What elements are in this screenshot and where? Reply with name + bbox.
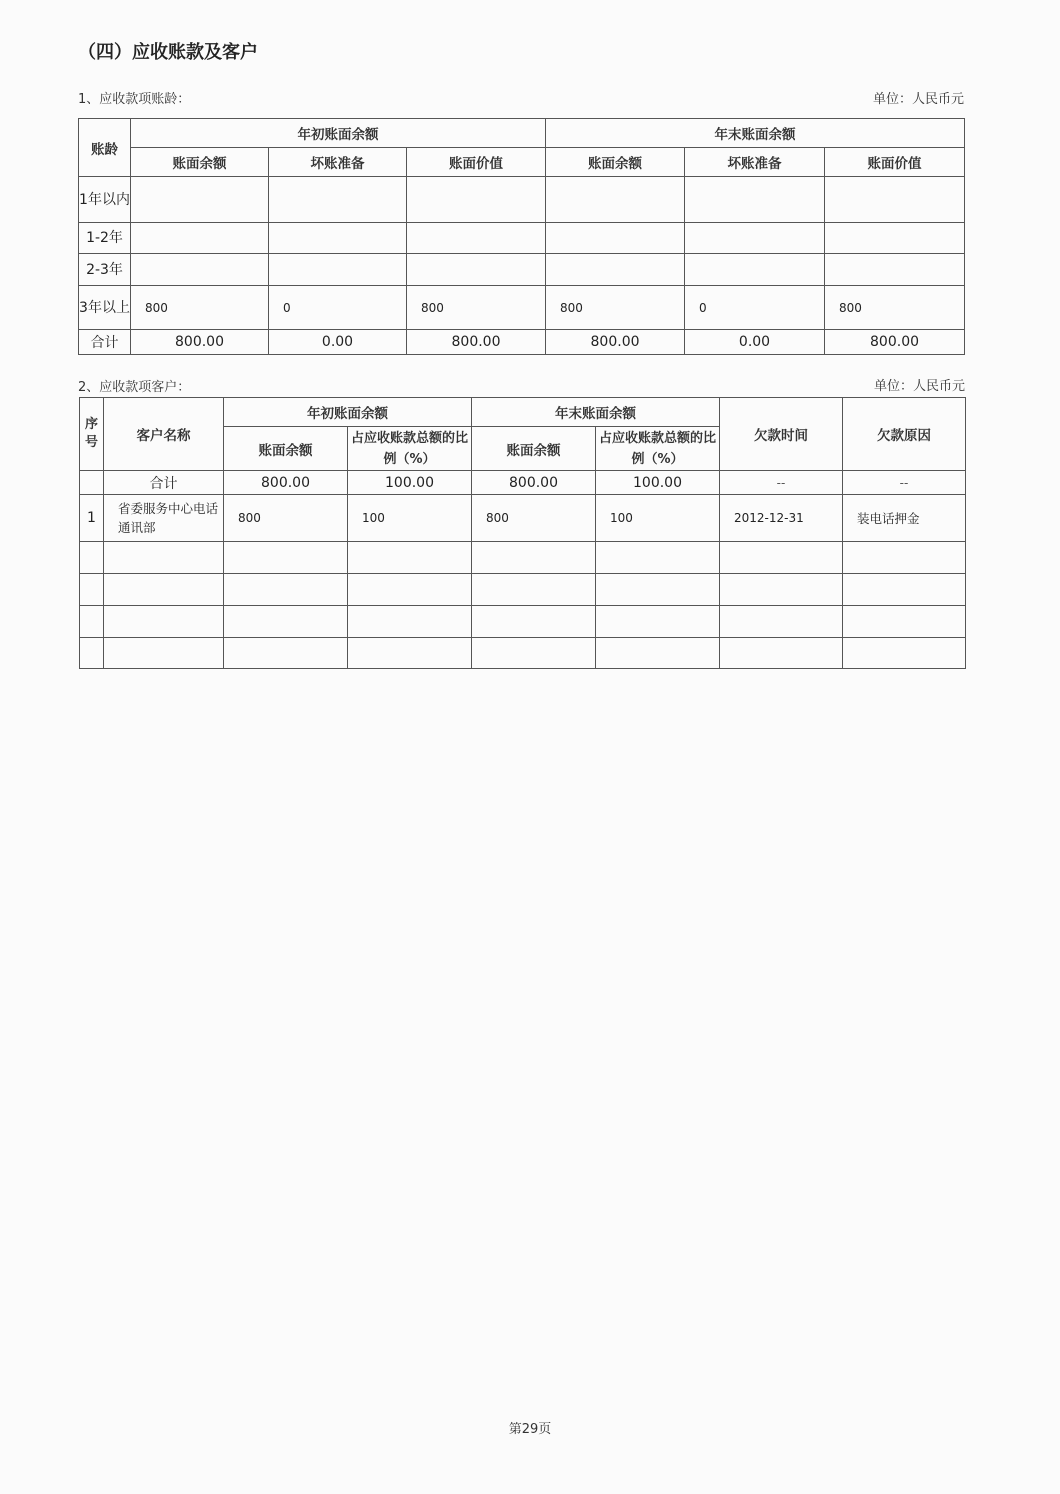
total-label: 合计 [79,330,131,355]
cell [825,223,965,254]
page-heading: （四）应收账款及客户 [78,42,258,63]
cell: 800 [472,495,596,542]
balance-header: 账面余额 [472,427,596,471]
index-header: 序号 [80,398,104,471]
total-row [80,471,966,495]
table-row [79,223,965,254]
total-row [79,330,965,355]
cell [546,223,685,254]
age-header: 账龄 [79,119,131,177]
total-cell: -- [843,471,966,495]
cell [685,223,825,254]
cell: 100 [348,495,472,542]
section1-unit: 单位：人民币元 [872,92,964,107]
cell [685,177,825,223]
total-cell: 800.00 [131,330,269,355]
ratio-header: 占应收账款总额的比例（%） [348,427,472,471]
total-cell: 800.00 [224,471,348,495]
total-cell: 100.00 [596,471,720,495]
cell: 2012-12-31 [720,495,843,542]
table-row [80,638,966,669]
cell: 800 [224,495,348,542]
cell [685,254,825,286]
col-header: 账面价值 [825,148,965,177]
total-cell: 0.00 [685,330,825,355]
cell [407,177,546,223]
col-header: 账面余额 [546,148,685,177]
total-cell: 800.00 [825,330,965,355]
customer-name: 省委服务中心电话通讯部 [104,495,224,542]
cell [407,223,546,254]
table-row [79,177,965,223]
cell [825,254,965,286]
begin-group-header: 年初账面余额 [224,398,472,427]
col-header: 坏账准备 [269,148,407,177]
row-label: 2-3年 [79,254,131,286]
cell [546,177,685,223]
table-row [80,574,966,606]
total-cell: 800.00 [407,330,546,355]
section2-title: 2、应收款项客户： [78,380,191,395]
total-cell: 0.00 [269,330,407,355]
row-label: 1-2年 [79,223,131,254]
cell: 100 [596,495,720,542]
end-group-header: 年末账面余额 [472,398,720,427]
ratio-header: 占应收账款总额的比例（%） [596,427,720,471]
table-row [79,254,965,286]
cell: 0 [269,286,407,330]
customer-name-header: 客户名称 [104,398,224,471]
cell [131,223,269,254]
col-header: 账面余额 [131,148,269,177]
total-label: 合计 [104,471,224,495]
aging-table [78,118,965,355]
begin-group-header: 年初账面余额 [131,119,546,148]
row-label: 3年以上 [79,286,131,330]
empty-cell [80,471,104,495]
cell: 800 [131,286,269,330]
col-header: 坏账准备 [685,148,825,177]
table-row [80,542,966,574]
cell [131,177,269,223]
cell [269,177,407,223]
total-cell: 800.00 [546,330,685,355]
row-label: 1年以内 [79,177,131,223]
table-row [80,606,966,638]
time-header: 欠款时间 [720,398,843,471]
table-row [79,286,965,330]
total-cell: 100.00 [348,471,472,495]
end-group-header: 年末账面余额 [546,119,965,148]
balance-header: 账面余额 [224,427,348,471]
total-cell: -- [720,471,843,495]
cell [407,254,546,286]
page-number: 第29页 [508,1422,552,1437]
cell: 0 [685,286,825,330]
col-header: 账面价值 [407,148,546,177]
customer-table [79,397,966,669]
cell [825,177,965,223]
table-row [80,495,966,542]
cell: 800 [546,286,685,330]
cell: 装电话押金 [843,495,966,542]
section2-unit: 单位：人民币元 [873,379,965,394]
cell [269,254,407,286]
cell [546,254,685,286]
section1-title: 1、应收款项账龄： [78,92,191,107]
cell: 800 [825,286,965,330]
cell [131,254,269,286]
reason-header: 欠款原因 [843,398,966,471]
total-cell: 800.00 [472,471,596,495]
row-index: 1 [80,495,104,542]
cell [269,223,407,254]
cell: 800 [407,286,546,330]
